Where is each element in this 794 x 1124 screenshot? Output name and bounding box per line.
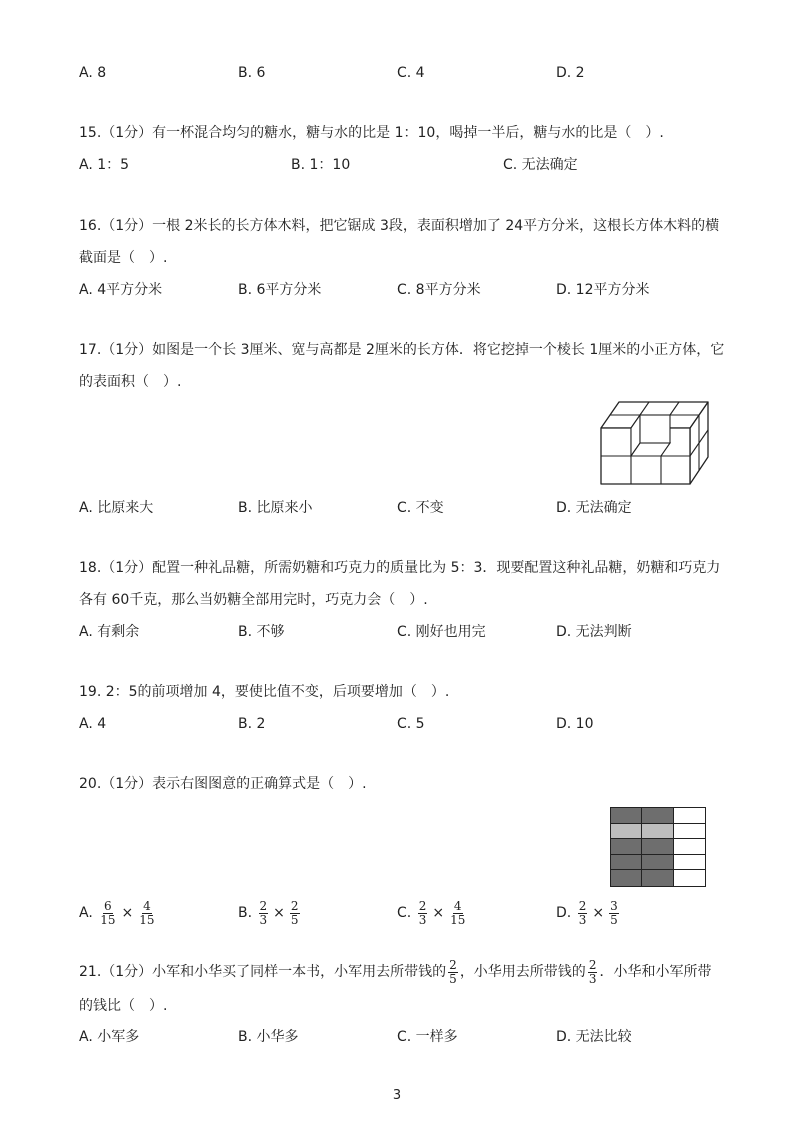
q21-text-2: ，小华用去所带钱的 <box>459 964 586 980</box>
fraction <box>609 900 619 927</box>
page-number: 3 <box>392 1088 402 1103</box>
q21-stem-line1 <box>79 957 711 987</box>
option-label: B. <box>238 905 253 921</box>
fraction <box>259 900 269 927</box>
q20-option-d[interactable] <box>556 898 621 928</box>
denominator: 5 <box>449 971 457 986</box>
numerator: 4 <box>453 898 462 913</box>
q17-stem-line1: 17.（1分）如图是一个长 3厘米、宽与高都是 2厘米的长方体．将它挖掉一个棱长 1厘米的小正方体，它 <box>79 342 725 358</box>
times-sign: × <box>273 905 285 921</box>
grid-cell-dark <box>642 855 673 871</box>
grid-cell-white <box>674 870 705 886</box>
denominator: 3 <box>259 912 268 927</box>
q17-option-d[interactable]: D. 无法确定 <box>556 500 632 516</box>
numerator: 2 <box>418 898 427 913</box>
q16-stem-line2: 截面是（ ）. <box>79 250 168 266</box>
q18-option-a[interactable]: A. 有剩余 <box>79 624 140 640</box>
q20-option-b[interactable] <box>238 898 302 928</box>
numerator: 2 <box>259 898 268 913</box>
grid-cell-dark <box>642 839 673 855</box>
grid-cell-white <box>674 855 705 871</box>
numerator: 4 <box>143 898 151 913</box>
times-sign: × <box>592 905 605 921</box>
q16-option-c[interactable]: C. 8平方分米 <box>397 282 481 298</box>
q16-option-b[interactable]: B. 6平方分米 <box>238 282 322 298</box>
q16-option-a[interactable]: A. 4平方分米 <box>79 282 163 298</box>
q21-text-1: 21.（1分）小军和小华买了同样一本书，小军用去所带钱的 <box>79 964 447 980</box>
q17-option-c[interactable]: C. 不变 <box>397 500 444 516</box>
grid-cell-light <box>642 824 673 840</box>
q17-stem-line2: 的表面积（ ）. <box>79 374 182 390</box>
grid-cell-light <box>611 824 642 840</box>
q14-option-b[interactable]: B. 6 <box>238 65 266 81</box>
q20-option-a[interactable] <box>79 898 158 928</box>
q18-stem-line1: 18.（1分）配置一种礼品糖，所需奶糖和巧克力的质量比为 5：3．现要配置这种礼品糖，奶糖和巧克力 <box>79 560 721 576</box>
shaded-grid-figure <box>610 807 706 887</box>
denominator: 5 <box>610 912 618 927</box>
q19-stem: 19. 2：5的前项增加 4，要使比值不变，后项要增加（ ）. <box>79 684 450 700</box>
fraction <box>578 900 588 927</box>
q21-option-c[interactable]: C. 一样多 <box>397 1029 458 1045</box>
q21-stem-line2: 的钱比（ ）. <box>79 998 168 1014</box>
q15-option-c[interactable]: C. 无法确定 <box>503 157 578 173</box>
q14-option-d[interactable]: D. 2 <box>556 65 585 81</box>
numerator: 6 <box>104 898 112 913</box>
grid-cell-dark <box>642 808 673 824</box>
option-label: D. <box>556 905 572 921</box>
denominator: 3 <box>418 912 427 927</box>
grid-cell-white <box>674 808 705 824</box>
grid-cell-white <box>674 839 705 855</box>
q16-option-d[interactable]: D. 12平方分米 <box>556 282 650 298</box>
option-label: C. <box>397 905 412 921</box>
q19-option-d[interactable]: D. 10 <box>556 716 594 732</box>
numerator: 2 <box>449 957 457 972</box>
denominator: 5 <box>290 912 299 927</box>
grid-cell-dark <box>611 808 642 824</box>
denominator: 3 <box>588 971 597 986</box>
grid-cell-white <box>674 824 705 840</box>
q15-option-b[interactable]: B. 1：10 <box>291 157 351 173</box>
q19-option-c[interactable]: C. 5 <box>397 716 425 732</box>
fraction <box>588 959 598 986</box>
q14-option-a[interactable]: A. 8 <box>79 65 107 81</box>
denominator: 15 <box>450 912 466 927</box>
fraction <box>448 959 458 986</box>
numerator: 2 <box>290 898 299 913</box>
q18-option-d[interactable]: D. 无法判断 <box>556 624 632 640</box>
q15-stem: 15.（1分）有一杯混合均匀的糖水，糖与水的比是 1：10，喝掉一半后，糖与水的比是（ ）. <box>79 125 664 141</box>
fraction <box>99 900 116 927</box>
times-sign: × <box>432 905 445 921</box>
denominator: 15 <box>139 912 155 927</box>
q14-option-c[interactable]: C. 4 <box>397 65 425 81</box>
q21-option-b[interactable]: B. 小华多 <box>238 1029 299 1045</box>
cuboid-figure <box>598 400 710 486</box>
grid-cell-dark <box>611 855 642 871</box>
fraction <box>138 900 155 927</box>
q17-option-a[interactable]: A. 比原来大 <box>79 500 154 516</box>
denominator: 15 <box>100 912 116 927</box>
q18-option-c[interactable]: C. 刚好也用完 <box>397 624 486 640</box>
q15-option-a[interactable]: A. 1：5 <box>79 157 130 173</box>
q16-stem-line1: 16.（1分）一根 2米长的长方体木料，把它锯成 3段，表面积增加了 24平方分米，这根长方体木料的横 <box>79 218 720 234</box>
q21-option-d[interactable]: D. 无法比较 <box>556 1029 632 1045</box>
q21-option-a[interactable]: A. 小军多 <box>79 1029 140 1045</box>
numerator: 2 <box>578 898 587 913</box>
times-sign: × <box>121 905 134 921</box>
denominator: 3 <box>578 912 587 927</box>
grid-cell-dark <box>611 870 642 886</box>
q17-option-b[interactable]: B. 比原来小 <box>238 500 313 516</box>
grid-cell-dark <box>642 870 673 886</box>
q18-stem-line2: 各有 60千克，那么当奶糖全部用完时，巧克力会（ ）. <box>79 592 428 608</box>
fraction <box>290 900 300 927</box>
numerator: 3 <box>610 898 618 913</box>
q19-option-a[interactable]: A. 4 <box>79 716 107 732</box>
q20-option-c[interactable] <box>397 898 468 928</box>
numerator: 2 <box>588 957 597 972</box>
grid-cell-dark <box>611 839 642 855</box>
q18-option-b[interactable]: B. 不够 <box>238 624 285 640</box>
option-label: A. <box>79 905 93 921</box>
q19-option-b[interactable]: B. 2 <box>238 716 266 732</box>
q20-stem: 20.（1分）表示右图图意的正确算式是（ ）. <box>79 776 367 792</box>
q21-text-3: ．小华和小军所带 <box>599 964 712 980</box>
fraction <box>418 900 428 927</box>
fraction <box>449 900 466 927</box>
